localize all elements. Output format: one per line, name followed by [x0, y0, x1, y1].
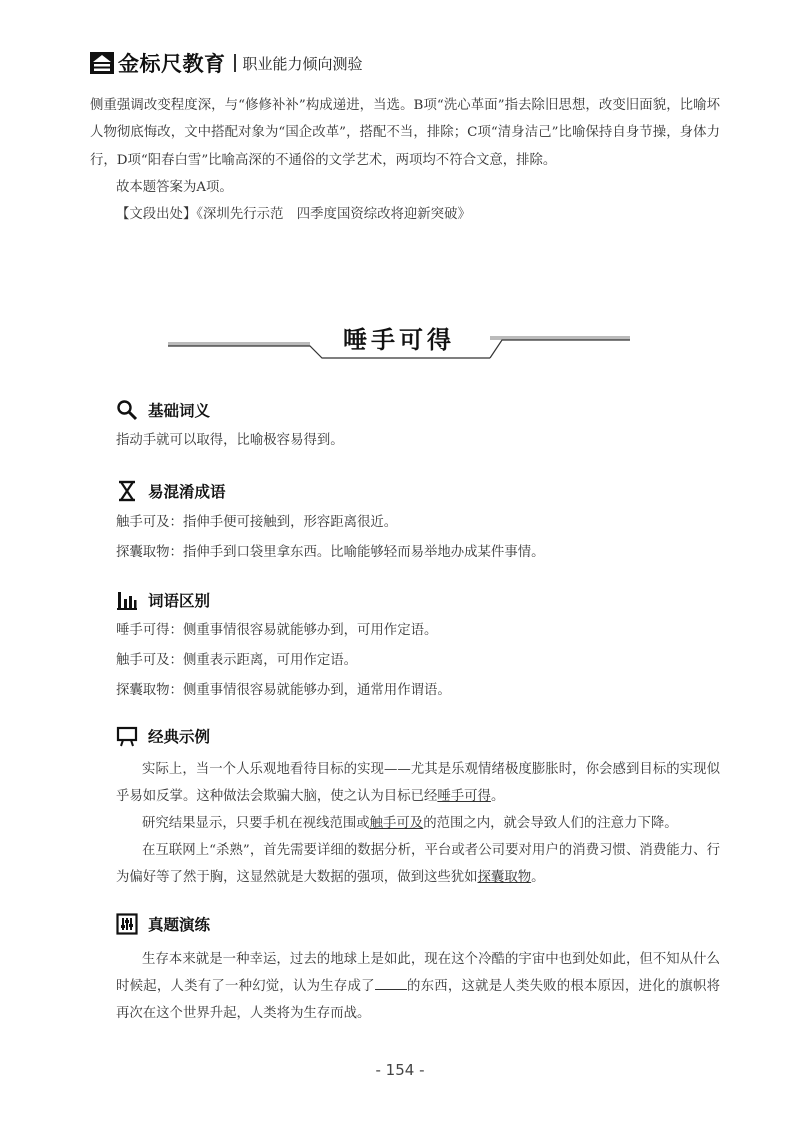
confusable-text [116, 508, 720, 568]
example-paragraph [116, 756, 720, 810]
example-text: 在互联网上“杀熟”，首先需要详细的数据分析，平台或者公司要对用户的消费习惯、消费能力、行为偏好等了然于胸，这显然就是大数据的强项，做到这些犹如 [116, 843, 720, 885]
section-title: 基础词义 [148, 402, 211, 420]
example-paragraph [116, 837, 720, 891]
basic-meaning-text [116, 426, 720, 456]
confusable-line: 探囊取物：指伸手到口袋里拿东西。比喻能够轻而易举地办成某件事情。 [116, 545, 545, 560]
answer-line: 故本题答案为A项。 [116, 179, 233, 195]
confusable-line: 触手可及：指伸手便可接触到，形容距离很近。 [116, 515, 398, 530]
section-title: 经典示例 [148, 728, 211, 746]
sliders-icon [116, 913, 138, 935]
example-text: 。 [531, 870, 545, 885]
section-basic-meaning [116, 398, 210, 422]
hourglass-icon [116, 480, 138, 502]
section-distinction [116, 588, 210, 612]
distinction-line: 探囊取物：侧重事情很容易就能够办到，通常用作谓语。 [116, 683, 451, 698]
logo-icon [90, 52, 114, 74]
section-examples [116, 724, 210, 748]
section-practice [116, 912, 210, 936]
example-text: 研究结果显示，只要手机在视线范围或 [142, 816, 370, 831]
header-subtitle: 职业能力倾向测验 [242, 54, 363, 73]
example-text: 实际上，当一个人乐观地看待目标的实现——尤其是乐观情绪极度膨胀时，你会感到目标的实现似乎易如反掌。这种做法会欺骗大脑，使之认为目标已经 [116, 762, 720, 804]
example-term: 触手可及 [369, 816, 424, 831]
intro-block [90, 92, 720, 228]
section-title: 真题演练 [148, 916, 211, 934]
page-header [90, 50, 363, 76]
brand-name: 金标尺教育 [118, 52, 226, 76]
idiom-title: 唾手可得 [343, 326, 455, 354]
source-line: 【文段出处】《深圳先行示范 四季度国资综改将迎新突破》 [116, 207, 471, 223]
question-text: 的东西，这就是人类失败的根本原因，进化的旗帜将再次在这个世界升起，人类将为生存而战。 [116, 979, 721, 1021]
example-text: 的范围之内，就会导致人们的注意力下降。 [423, 816, 678, 831]
distinction-text [116, 616, 720, 706]
bar-chart-icon [116, 589, 138, 611]
practice-text [116, 946, 720, 1027]
example-term: 唾手可得 [437, 789, 491, 804]
distinction-line: 触手可及：侧重表示距离，可用作定语。 [116, 653, 358, 668]
example-term: 探囊取物 [477, 870, 532, 885]
board-icon [116, 725, 138, 747]
definition-line: 指动手就可以取得，比喻极容易得到。 [116, 433, 344, 448]
section-title: 易混淆成语 [148, 483, 226, 501]
answer-blank[interactable] [375, 975, 407, 990]
example-paragraph [116, 810, 720, 837]
example-text: 。 [490, 789, 505, 804]
idiom-title-banner [168, 318, 630, 366]
practice-question [116, 946, 720, 1027]
header-divider [234, 54, 236, 72]
magnifier-icon [116, 399, 138, 421]
distinction-line: 唾手可得：侧重事情很容易就能够办到，可用作定语。 [116, 623, 438, 638]
intro-paragraph: 侧重强调改变程度深，与“修修补补”构成递进，当选。B项“洗心革面”指去除旧思想，改变旧面貌，比喻坏人物彻底悔改，文中搭配对象为“国企改革”，搭配不当，排除；C项“清身洁己”比喻保持自身节操，身体力行，D项“阳春白雪”比喻高深的不通俗的文学艺术，两项均不符合文意，排除。 [90, 98, 720, 168]
page-number: - 154 - [375, 1061, 425, 1079]
question-text: 生存本来就是一种幸运，过去的地球上是如此，现在这个冷酷的宇宙中也到处如此，但不知从什么时候起，人类有了一种幻觉，认为生存成了 [116, 952, 720, 994]
examples-text [116, 756, 720, 891]
section-title: 词语区别 [148, 592, 211, 610]
section-confusable [116, 479, 226, 503]
